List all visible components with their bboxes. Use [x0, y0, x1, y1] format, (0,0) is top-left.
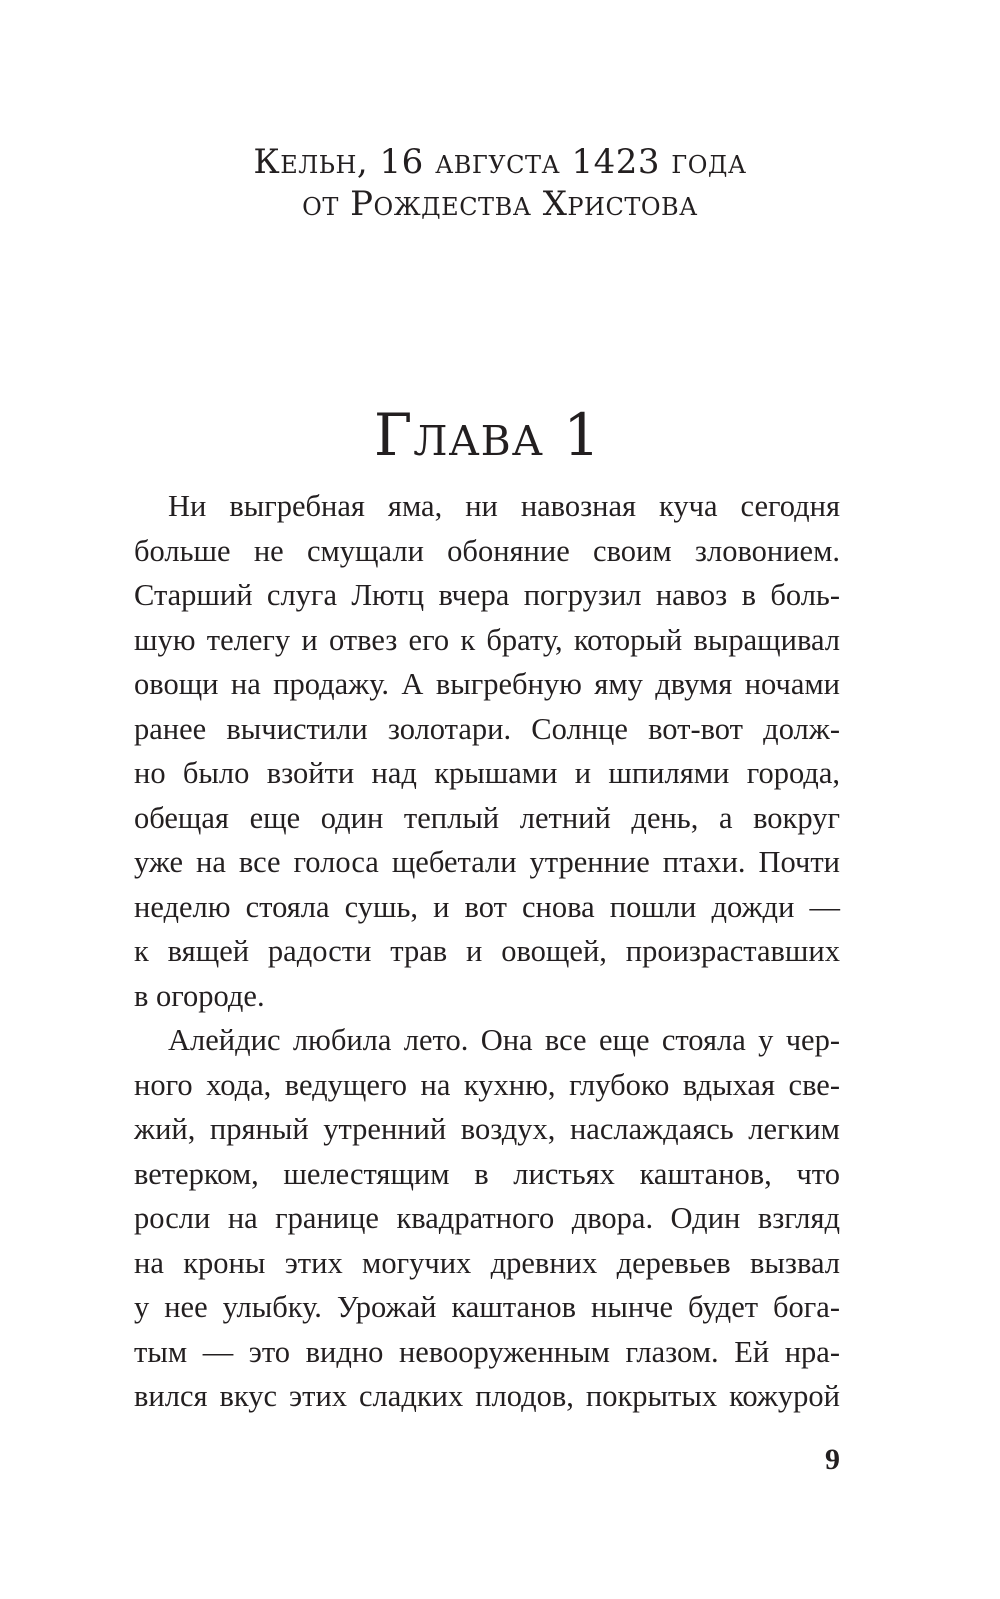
text-line: но было взойти над крышами и шпилями города,: [134, 756, 840, 790]
text-line: у нее улыбку. Урожай каштанов нынче будет бога-: [134, 1290, 840, 1324]
text-line: неделю стояла сушь, и вот снова пошли дожди —: [134, 889, 840, 924]
page-number: 9: [825, 1443, 840, 1476]
text-line: на кроны этих могучих древних деревьев вызвал: [134, 1245, 840, 1280]
text-line: тым — это видно невооруженным глазом. Ей нра-: [134, 1334, 840, 1369]
text-line: вился вкус этих сладких плодов, покрытых кожурой: [134, 1379, 840, 1413]
text-line: ветерком, шелестящим в листьях каштанов, что: [134, 1156, 840, 1191]
body-text: [134, 484, 840, 1419]
paragraph-2: [134, 1018, 840, 1419]
place-date-line-2: от Рождества Христова: [302, 184, 698, 224]
text-line: шую телегу и отвез его к брату, который выращивал: [134, 622, 840, 657]
text-line: Старший слуга Лютц вчера погрузил навоз в боль-: [134, 578, 840, 612]
text-line: овощи на продажу. А выгребную яму двумя ночами: [134, 667, 840, 701]
text-line: Ни выгребная яма, ни навозная куча сегодня: [168, 489, 840, 523]
place-date-line-1: Кельн, 16 августа 1423 года: [253, 142, 747, 182]
text-line: больше не смущали обоняние своим зловонием.: [134, 533, 840, 568]
text-line: жий, пряный утренний воздух, наслаждаясь легким: [134, 1112, 840, 1146]
text-line: Алейдис любила лето. Она все еще стояла у чер-: [168, 1023, 840, 1057]
text-line: в огороде.: [134, 978, 265, 1013]
text-line: росли на границе квадратного двора. Один взгляд: [134, 1201, 840, 1235]
text-line: обещая еще один теплый летний день, а вокруг: [134, 800, 840, 835]
chapter-title: Глава 1: [373, 401, 602, 469]
paragraph-1: [134, 484, 840, 1018]
text-line: уже на все голоса щебетали утренние птахи. Почти: [134, 845, 840, 879]
text-line: ранее вычистили золотари. Солнце вот-вот долж-: [134, 711, 840, 746]
text-line: ного хода, ведущего на кухню, глубоко вдыхая све-: [134, 1067, 840, 1102]
text-line: к вящей радости трав и овощей, произраставших: [134, 934, 840, 968]
